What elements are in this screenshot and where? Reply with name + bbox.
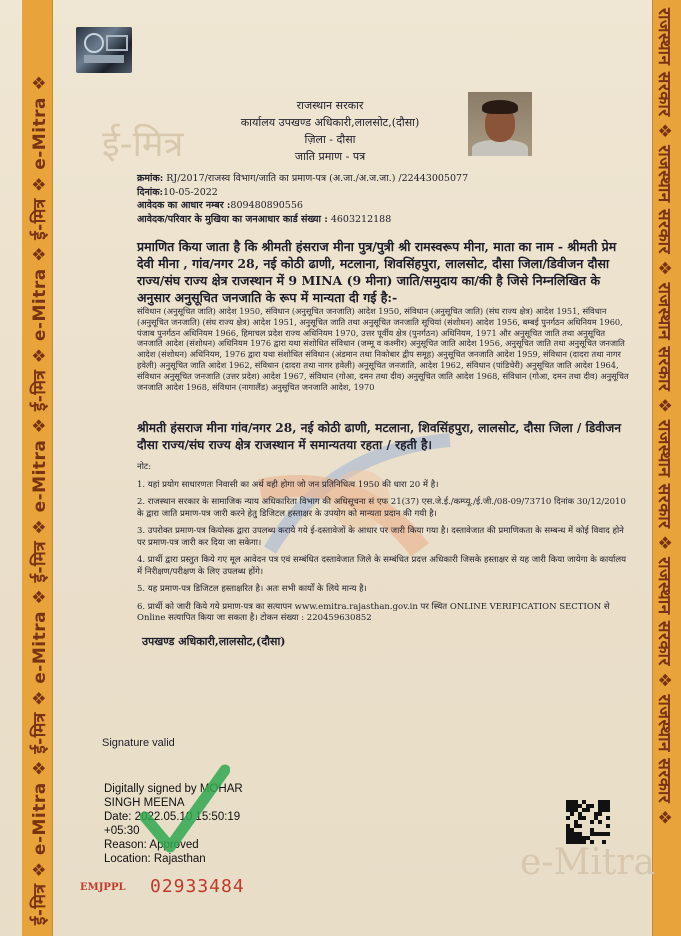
signature-line: +05:30 — [104, 825, 140, 837]
serial-label: EMJPPL — [80, 882, 126, 893]
aadhaar-value: 809480890556 — [230, 200, 303, 211]
serial-number: 02933484 — [150, 876, 245, 897]
date-value: 10-05-2022 — [163, 186, 218, 198]
residence-statement: श्रीमती हंसराज मीना गांव/नगर 28, नई कोठी ढाणी, मटलाना, शिवसिंहपुरा, लालसोट, दौसा जिला / डिवीजन दौसा राज्य/संघ राज्य क्षेत्र राजस्थान में समान्यतया रहता / रहती है। — [137, 421, 622, 452]
note-item: 3. उपरोक्त प्रमाण-पत्र कियोस्क द्वारा उपलब्ध कराये गये ई-दस्तावेजों के आधार पर जारी किया गया है। दस्तावेजात की प्रमाणिकता के सम्बन्ध में कोई विवाद होने पर प्रमाण-पत्र जारी कर दिया जा सकेगा। — [137, 526, 624, 548]
notes-heading: नोट: — [137, 462, 152, 472]
left-border-strip — [22, 0, 53, 936]
header-line-govt: राजस्थान सरकार — [296, 99, 364, 112]
janaadhaar-label: आवेदक/परिवार के मुखिया का जनआधार कार्ड संख्या : — [137, 213, 328, 225]
ref-value: RJ/2017/राजस्व विभाग/जाति का प्रमाण-पत्र (अ.जा./अ.ज.जा.) /22443005077 — [166, 173, 469, 184]
signature-line: SINGH MEENA — [104, 797, 185, 809]
notes-section — [137, 462, 633, 625]
header-line-office: कार्यालय उपखण्ड अधिकारी,लालसोट,(दौसा) — [240, 116, 420, 129]
qr-code-icon — [566, 800, 610, 844]
right-strip-text: राजस्थान सरकार ❖ राजस्थान सरकार ❖ राजस्थान सरकार ❖ राजस्थान सरकार ❖ राजस्थान सरकार ❖ राजस्थान सरकार ❖ — [654, 8, 674, 826]
signature-line: Digitally signed by MOHAR — [104, 783, 243, 795]
legal-references: संविधान (अनुसूचित जाति) आदेश 1950, संविधान (अनुसूचित जनजाति) आदेश 1950, संविधान (अनुसूचित जाति) (संघ राज्य क्षेत्र) आदेश 1951, संविधान (अनुसूचित जनजाति) (संघ राज्य क्षेत्र) आदेश 1951, अनुसूचित जाति तथा अनुसूचित जनजाति सूचियां (संशोधन) आदेश 1956, बम्बई पुनर्गठन अधिनियम 1960, पंजाब पुनर्गठन अधिनियम 1966, हिमाचल प्रदेश राज्य अधिनियम 1970, उत्तर पूर्वीय क्षेत्र (पुनर्गठन) अधिनियम, 1971 और अनुसूचित जाति तथा अनुसूचित जनजाति आदेश (संशोधन) अधिनियम 1976 द्वारा यथा संशोधित संविधान (जम्मू व कश्मीर) अनुसूचित जाति आदेश 1956, अनुसूचित जाति तथा अनुसूचित जनजाति आदेश (संशोधन) अधिनियम, 1976 द्वारा यथा संशोधित संविधान (अंडमान तथा निकोबार द्वीप समूह) अनुसूचित जनजाति आदेश 1959, संविधान (दादरा तथा नागर हवेली) अनुसूचित जाति आदेश 1962, संविधान (दादरा तथा नागर हवेली) अनुसूचित जनजाति, आदेश 1962, संविधान (पांडिचेरी) अनुसूचित जाति आदेश 1964, संविधान अनुसूचित जनजाति (उत्तर प्रदेश) आदेश 1967, संविधान (गोआ, दमन तथा दीव) अनुसूचित जाति आदेश 1968, संविधान (गोआ, दमन तथा दीव) अनुसूचित जनजाति आदेश 1968, संविधान (नागालैंड) अनुसूचित जनजाति आदेश, 1970 — [137, 306, 629, 392]
hologram-icon — [76, 27, 132, 73]
applicant-photo — [468, 92, 532, 156]
note-item: 4. प्रार्थी द्वारा प्रस्तुत किये गए मूल आवेदन पत्र एवं सम्बंधित दस्तावेजात जिले के सम्बंधित प्रदत्त अधिकारी जिसके हस्ताक्षर से यह जारी किया जायेगा के कार्यालय में निरीक्षण/परीक्षण के लिए उपलब्ध होंगे। — [137, 555, 627, 577]
signature-line: Reason: Approved — [104, 839, 199, 851]
header-line-title: जाति प्रमाण - पत्र — [294, 150, 366, 163]
signature-valid-label: Signature valid — [102, 737, 175, 749]
right-border-strip — [652, 0, 681, 936]
left-strip-text: ई-मित्र ❖ e-Mitra ❖ ई-मित्र ❖ e-Mitra ❖ ई-मित्र ❖ e-Mitra ❖ ई-मित्र ❖ e-Mitra ❖ ई-मित्र ❖ e-Mitra ❖ — [30, 74, 50, 925]
aadhaar-label: आवेदक का आधार नम्बर : — [137, 200, 231, 211]
note-item: 5. यह प्रमाण-पत्र डिजिटल हस्ताक्षरित है। अतः सभी कार्यों के लिये मान्य है। — [137, 584, 367, 594]
note-item: 1. यहां प्रयोग साधारणतः निवासी का अर्थ वही होगा जो जन प्रतिनिधित्व 1950 की धारा 20 में है। — [137, 479, 439, 490]
certificate-header — [230, 97, 430, 165]
emitra-watermark-top: ई-मित्र — [102, 124, 184, 165]
signature-line: Location: Rajasthan — [104, 853, 206, 865]
checkmark-icon — [140, 762, 230, 862]
note-item: 2. राजस्थान सरकार के सामाजिक न्याय अधिकारिता विभाग की अधिसूचना सं एफ 21(37) एस.जे.ई./कम्प्यू./ई.जी./08-09/73710 दिनांक 30/12/2010 के द्वारा जाति प्रमाण-पत्र जारी करने हेतु डिजिटल हस्ताक्षर के उपयोग को मान्यता प्रदान की गयी है। — [137, 497, 626, 519]
janaadhaar-value: 4603212188 — [330, 213, 392, 225]
header-line-district: ज़िला - दौसा — [304, 133, 356, 146]
emitra-watermark-bottom: e-Mitra — [520, 842, 655, 883]
issuing-authority: उपखण्ड अधिकारी,लालसोट,(दौसा) — [142, 635, 286, 648]
certification-statement: प्रमाणित किया जाता है कि श्रीमती हंसराज मीना पुत्र/पुत्री श्री रामस्वरूप मीना, माता का नाम - श्रीमती प्रेम देवी मीना , गांव/नगर 28, नई कोठी ढाणी, मटलाना, शिवसिंहपुरा, लालसोट, दौसा जिला/डिवीजन दौसा राज्य/संघ राज्य क्षेत्र राजस्थान में 9 MINA (9 मीना) जाति/समुदाय का/की है जिसे निम्नलिखित के अनुसार अनुसूचित जनजाति के रूप में मान्यता दी गई है:- — [137, 239, 617, 305]
date-label: दिनांक: — [137, 186, 164, 198]
note-item-verification: 6. प्रार्थी को जारी किये गये प्रमाण-पत्र का सत्यापन www.emitra.rajasthan.gov.in पर स्थित ONLINE VERIFICATION SECTION से Online सत्यापित किया जा सकता है। टोकन संख्या : 220459630852 — [137, 601, 610, 623]
ref-label: क्रमांक: — [137, 173, 164, 184]
certificate-meta — [137, 172, 468, 226]
signature-line: Date: 2022.05.10 15:50:19 — [104, 811, 241, 823]
